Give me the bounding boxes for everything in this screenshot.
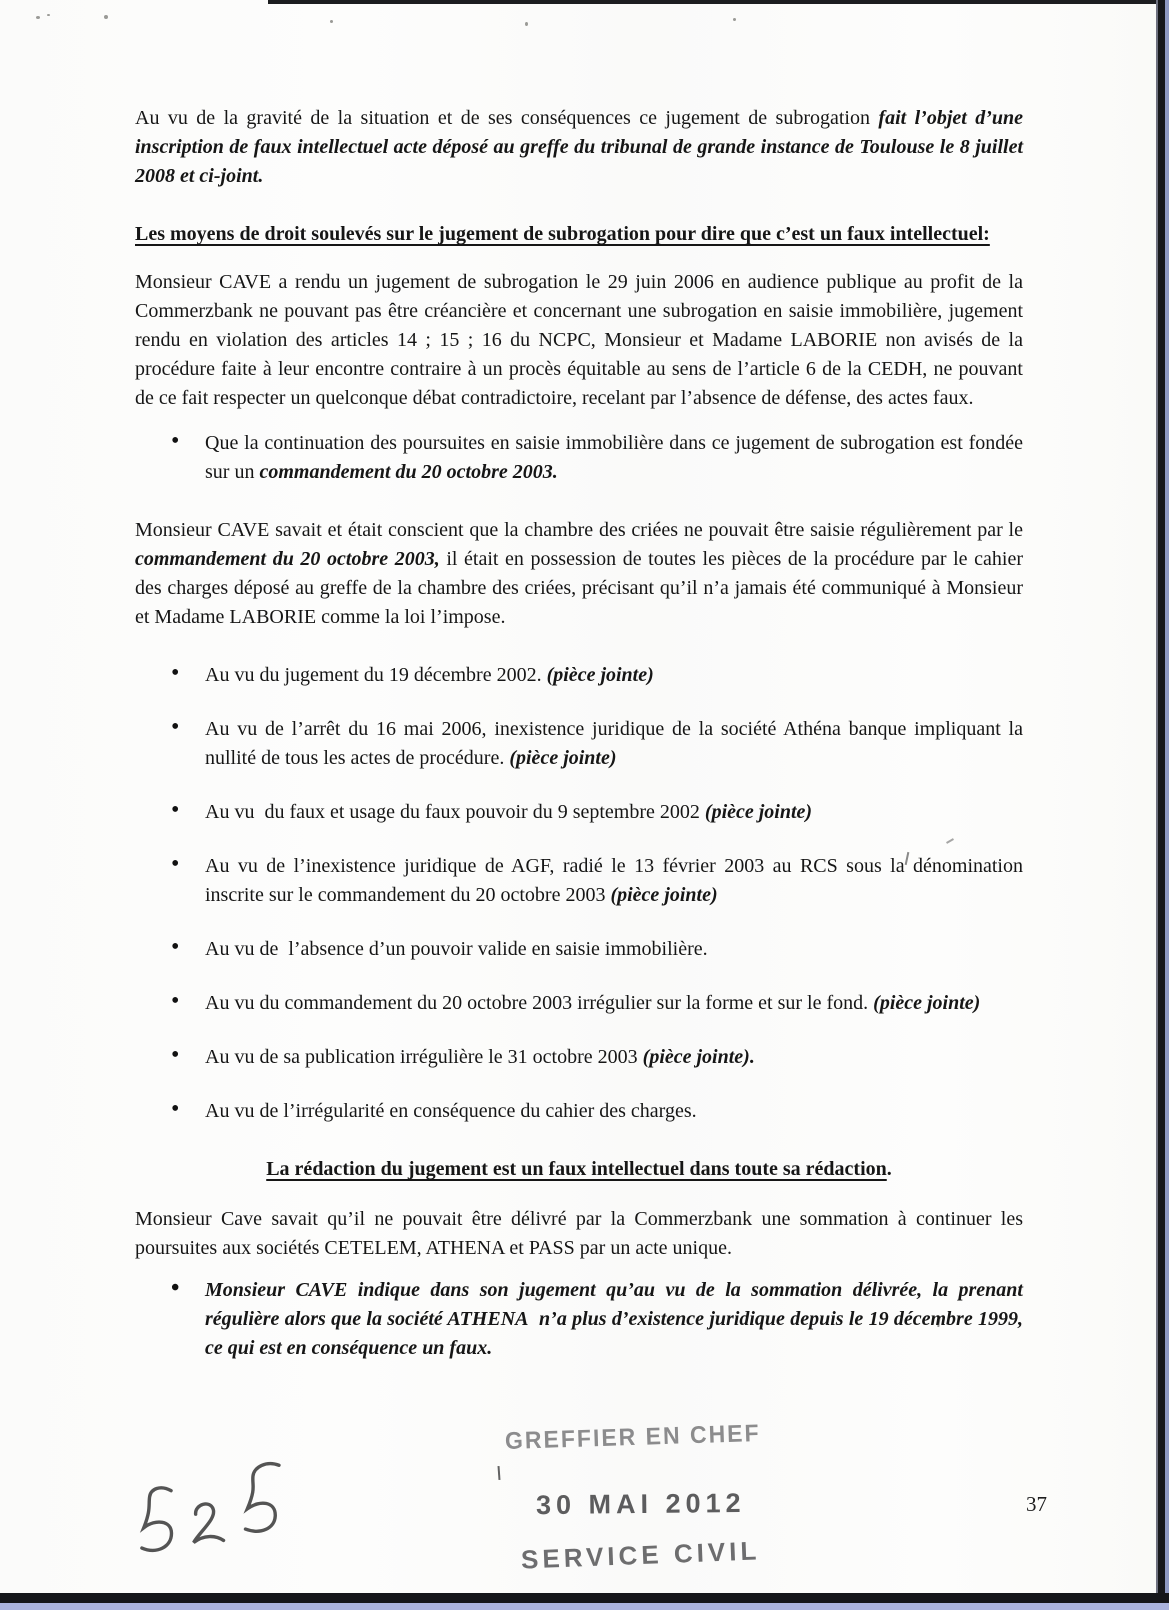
text-run: Au vu du commandement du 20 octobre 2003 irrégulier sur la forme et sur le fond. xyxy=(205,992,874,1014)
bullet-list-au-vu xyxy=(135,661,1023,1126)
text-run: . xyxy=(886,1158,892,1180)
text-run: (pièce jointe) xyxy=(546,664,654,686)
text-run: (pièce jointe) xyxy=(509,747,617,769)
scan-speck xyxy=(36,16,40,19)
text-run: Au vu de sa publication irrégulière le 31 octobre 2003 xyxy=(205,1046,643,1068)
text-run: Que la continuation des poursuites en saisie immobilière dans ce jugement de subrogation est fondée sur un xyxy=(205,432,1023,483)
text-run: Au vu de l’irrégularité en conséquence du cahier des charges. xyxy=(205,1100,697,1122)
text-run: Au vu de l’arrêt du 16 mai 2006, inexistence juridique de la société Athéna banque impliquant la nullité de tous les actes de procédure. xyxy=(205,718,1023,769)
scan-speck xyxy=(104,15,108,19)
text-run: Au vu du jugement du 19 décembre 2002. xyxy=(205,664,547,686)
paragraph-jugement-subrogation xyxy=(135,268,1023,413)
scan-speck xyxy=(525,22,528,26)
text-run: Monsieur CAVE a rendu un jugement de subrogation le 29 juin 2006 en audience publique au profit de la Commerzbank ne pouvant pas être créancière et concernant une subrogation en saisie immobilière, jugement rendu en violation des articles 14 ; 15 ; 16 du NCPC, Monsieur et Madame LABORIE non avisés de la procédure faite à leur encontre contraire à un procès équitable au sens de l’article 6 de la CEDH, ne pouvant de ce fait respecter un quelconque débat contradictoire, recelant par l’absence de défense, des actes faux. xyxy=(135,271,1023,409)
bullet-list-continuation xyxy=(135,429,1023,487)
text-run: fait l’objet d’une inscription de faux intellectuel acte déposé au greffe du tribunal de grande instance de Toulouse le 8 juillet 2008 et ci-joint. xyxy=(135,107,1024,187)
text-run: Monsieur Cave savait qu’il ne pouvait être délivré par la Commerzbank une sommation à continuer les poursuites aux sociétés CETELEM, ATHENA et PASS par un acte unique. xyxy=(135,1208,1023,1259)
handwritten-number-525 xyxy=(123,1453,311,1580)
bullet-item xyxy=(205,661,1023,690)
page-number: 37 xyxy=(1026,1492,1047,1516)
paragraph-sommation xyxy=(135,1205,1023,1263)
bullet-item xyxy=(205,1097,1023,1126)
text-run: il était en possession de toutes les pièces de la procédure par le cahier des charges déposé au greffe de la chambre des criées, précisant qu’il n’a jamais été communiqué à Monsieur et Madame LABORIE comme la loi l’impose. xyxy=(135,548,1023,628)
scan-frame-bottom xyxy=(0,1593,1169,1610)
section-heading-redaction-faux xyxy=(135,1155,1023,1184)
text-run: Au vu de l’inexistence juridique de AGF, radié le 13 février 2003 au RCS sous la dénomination inscrite sur le commandement du 20 octobre 2003 xyxy=(205,855,1023,906)
bullet-item xyxy=(205,1276,1023,1363)
text-run: Monsieur CAVE savait et était conscient que la chambre des criées ne pouvait être saisie régulièrement par le xyxy=(135,519,1023,541)
text-run: commandement du 20 octobre 2003, xyxy=(135,548,440,570)
handwriting-strokes xyxy=(123,1453,311,1575)
text-run: commandement du 20 octobre 2003. xyxy=(259,461,558,483)
scan-speck xyxy=(330,20,333,23)
scan-frame-right xyxy=(1156,0,1169,1610)
text-run: La rédaction du jugement est un faux intellectuel dans toute sa rédaction xyxy=(266,1158,887,1180)
text-run: (pièce jointe) xyxy=(704,801,813,823)
greffier-en-chef-stamp: GREFFIER EN CHEF xyxy=(504,1418,761,1455)
bullet-item xyxy=(205,798,1023,827)
date-stamp: 30 MAI 2012 xyxy=(535,1487,746,1521)
bullet-item xyxy=(205,429,1023,487)
scan-speck xyxy=(47,14,50,16)
paragraph-cave-savait xyxy=(135,516,1023,632)
text-run: (pièce jointe) xyxy=(873,992,981,1014)
service-civil-stamp: SERVICE CIVIL xyxy=(520,1535,761,1575)
bullet-item xyxy=(205,852,1023,910)
bullet-item xyxy=(205,715,1023,773)
scan-frame-top xyxy=(268,0,1159,4)
text-run: Au vu de la gravité de la situation et de ses conséquences ce jugement de subrogation xyxy=(135,107,879,129)
document-body xyxy=(135,104,1023,1392)
text-run: (pièce jointe). xyxy=(642,1046,755,1068)
text-run: Les moyens de droit soulevés sur le jugement de subrogation pour dire que c’est un faux intellectuel: xyxy=(135,223,990,245)
text-run: Au vu de l’absence d’un pouvoir valide en saisie immobilière. xyxy=(205,938,708,960)
bullet-list-conclusion xyxy=(135,1276,1023,1363)
text-run: (pièce jointe) xyxy=(610,884,718,906)
bullet-item xyxy=(205,1043,1023,1072)
bullet-item xyxy=(205,935,1023,964)
scan-artifact xyxy=(498,1466,501,1480)
text-run: Au vu du faux et usage du faux pouvoir du 9 septembre 2002 xyxy=(205,801,705,823)
section-heading-moyens-de-droit xyxy=(135,220,1023,249)
scan-speck xyxy=(733,18,736,21)
bullet-item xyxy=(205,989,1023,1018)
paragraph-intro xyxy=(135,104,1023,191)
text-run: Monsieur CAVE indique dans son jugement qu’au vu de la sommation délivrée, la prenant régulière alors que la société ATHENA n’a plus d’existence juridique depuis le 19 décembre 1999, ce qui est en conséquence un faux. xyxy=(205,1279,1023,1359)
